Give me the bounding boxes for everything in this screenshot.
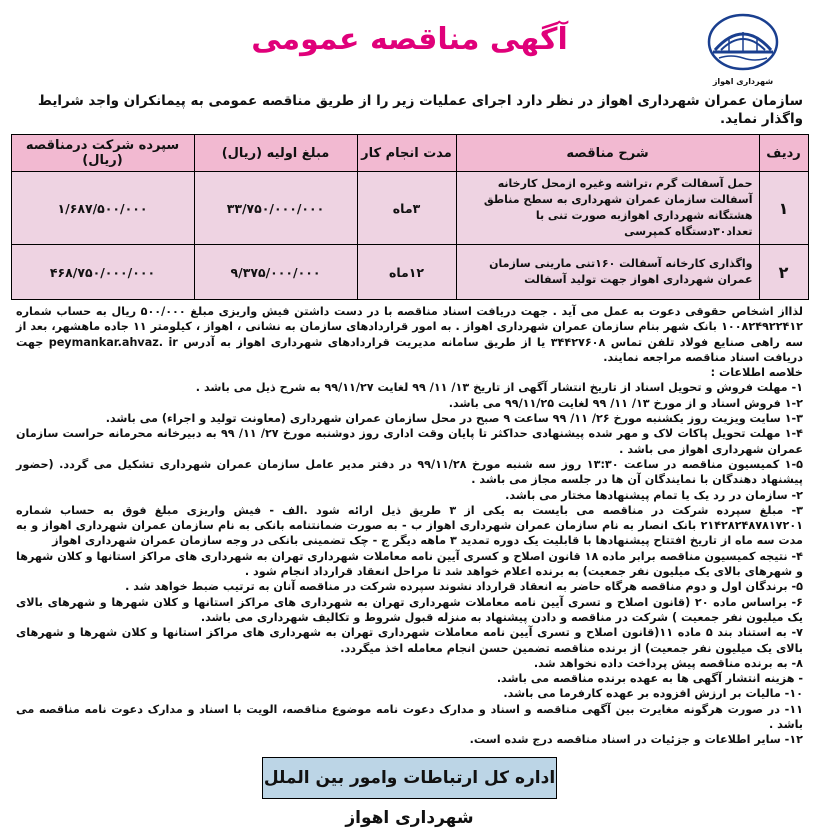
row-description: حمل آسفالت گرم ،تراشه وغیره ازمحل کارخانه آسفالت سازمان عمران شهرداری به سطح مناطق هشتگانه شهرداری اهوازبه صورت تنی با تعداد۳۰دستگاه کمپرسی <box>456 172 759 245</box>
tender-table <box>11 134 809 300</box>
table-row <box>11 245 808 300</box>
row-deposit: ۴۶۸/۷۵۰/۰۰۰/۰۰۰ <box>11 245 194 300</box>
col-header-deposit: سپرده شرکت درمناقصه (ریال) <box>11 135 194 172</box>
paragraph-item: ۱۱- در صورت هرگونه مغایرت بین آگهی مناقصه و اسناد و مدارک دعوت نامه موضوع مناقصه، الویت با اسناد و مدارک دعوت نامه مناقصه می باشد . <box>16 702 803 732</box>
footer-banner: اداره کل ارتباطات وامور بین الملل شهرداری اهواز <box>262 757 557 799</box>
row-index: ۱ <box>759 172 808 245</box>
row-description: واگذاری کارخانه آسفالت ۱۶۰تنی مارینی سازمان عمران شهرداری اهواز جهت تولید آسفالت <box>456 245 759 300</box>
paragraph-item: ۱-۲ فروش اسناد و از مورخ ۱۳/ ۱۱/ ۹۹ لغایت ۹۹/۱۱/۲۵ می باشد. <box>448 396 803 410</box>
col-header-index: ردیف <box>759 135 808 172</box>
notice-body <box>16 304 803 748</box>
paragraph-item: ۵- برندگان اول و دوم مناقصه هرگاه حاضر به انعقاد قرارداد نشوند سپرده شرکت در مناقصه آنان به ترتیب ضبط خواهد شد . <box>125 580 803 594</box>
col-header-description: شرح مناقصه <box>456 135 759 172</box>
paragraph-item: ۱-۴ مهلت تحویل پاکات لاک و مهر شده پیشنهادی حداکثر تا پایان وقت اداری روز دوشنبه مورخ ۲۷/ ۱۱/ ۹۹ به دبیرخانه محرمانه حراست سازمان عمران شهرداری اهواز می باشد . <box>16 427 804 456</box>
paragraph-item: ۱- مهلت فروش و تحویل اسناد از تاریخ انتشار آگهی از تاریخ ۱۳/ ۱۱/ ۹۹ لغایت ۹۹/۱۱/۲۷ به شرح ذیل می باشد . <box>195 381 803 395</box>
row-index: ۲ <box>759 245 808 300</box>
paragraph-item: ۶- براساس ماده ۲۰ (قانون اصلاح و تسری آیین نامه معاملات شهرداری تهران به شهرداری های مراکز استانها و کلان شهرها و شهرهای بالای یک میلیون نفر جمعیت ) شرکت در مناقصه و دادن پیشنهاد به منزله قبول شروط و تکالیف شهرداری می باشد. <box>16 595 803 624</box>
paragraph-item: ۳- مبلغ سپرده شرکت در مناقصه می بایست به یکی از ۳ طریق ذیل ارائه شود .الف - فیش واریزی مبلغ فوق به حساب شماره ۲۱۴۲۸۲۴۸۷۸۱۷۲۰۱ بانک انصار به نام سازمان عمران شهرداری اهواز ب - به صورت ضمانتنامه بانکی به نام سازمان عمران شهرداری اهواز و به مدت سه ماه از تاریخ افتتاح پیشنهادها با قابلیت یک دوره تمدید ۳ ماهه دیگر ج - چک تضمینی بانکی در وجه سازمان عمران شهرداری اهواز <box>16 503 803 548</box>
row-duration: ۳ماه <box>357 172 456 245</box>
logo-caption: شهرداری اهواز <box>712 77 774 86</box>
table-row <box>11 172 808 245</box>
paragraph-item: ۴- نتیجه کمیسیون مناقصه برابر ماده ۱۸ قانون اصلاح و کسری آیین نامه معاملات شهرداری تهران به شهرداری های مراکز استانها و کلان شهرها و شهرهای بالای یک میلیون نفر جمعیت) به برنده اعلام خواهد شد تا مراحل انعقاد قرارداد انجام شود . <box>16 549 803 579</box>
paragraph-invitation: لذااز اشخاص حقوقی دعوت به عمل می آید . جهت دریافت اسناد مناقصه با در دست داشتن فیش واریزی مبلغ ۵۰۰/۰۰۰ ریال به حساب شماره ۱۰۰۸۲۴۹۲۲۴۱۲ بانک شهر بنام سازمان عمران شهرداری اهواز . به امور قراردادهای سازمان به نشانی ، اهواز ، کیلومتر ۱۱ جاده ماهشهر، بعد از سه راهی صنایع فولاد تلفن تماس ۳۴۴۲۷۶۰۸ یا از طریق سامانه مدیریت قراردادهای شهرداری اهواز به آدرس peymankar.ahvaz. ir جهت دریافت اسناد مناقصه مراجعه نمایند. <box>16 305 804 364</box>
paragraph-item: ۱۲- سایر اطلاعات و جزئیات در اسناد مناقصه درج شده است. <box>469 733 803 747</box>
intro-text: سازمان عمران شهرداری اهواز در نظر دارد اجرای عملیات زیر را از طریق مناقصه عمومی به پیمانکران واجد شرایط واگذار نماید. <box>37 93 803 127</box>
paragraph-item: ۲- سازمان در رد یک یا تمام پیشنهادها مختار می باشد. <box>505 488 803 502</box>
paragraph-item: ۱-۵ کمیسیون مناقصه در ساعت ۱۳:۳۰ روز سه شنبه مورخ ۹۹/۱۱/۲۸ در دفتر مدیر عامل سازمان عمران شهرداری تشکیل می گردد. (حضور پیشنهاد دهندگان با نمایندگان آن ها در جلسه مجاز می باشد . <box>16 457 803 487</box>
col-header-duration: مدت انجام کار <box>357 135 456 172</box>
row-duration: ۱۲ماه <box>357 245 456 300</box>
row-amount: ۹/۳۷۵/۰۰۰/۰۰۰ <box>194 245 357 300</box>
paragraph-item: ۸- به برنده مناقصه پیش پرداخت داده نخواهد شد. <box>533 656 803 670</box>
paragraph-item: ۷- به استناد بند ۵ ماده ۱۱(قانون اصلاح و تسری آیین نامه معاملات شهرداری تهران به شهرداری های مراکز استانها و کلان شهرها و شهرهای بالای یک میلیون نفر جمعیت) از برنده مناقصه تضمین حسن انجام معامله اخذ میگردد. <box>16 626 803 655</box>
paragraph-item: ۱-۳ سایت ویزیت روز یکشنبه مورخ ۲۶/ ۱۱/ ۹۹ ساعت ۹ صبح در محل سازمان عمران شهرداری (معاونت تولید و اجراء) می باشد. <box>105 412 803 426</box>
paragraph-item: - هزینه انتشار آگهی ها به عهده برنده مناقصه می باشد. <box>496 672 803 686</box>
row-amount: ۳۳/۷۵۰/۰۰۰/۰۰۰ <box>194 172 357 245</box>
col-header-amount: مبلغ اولیه (ریال) <box>194 135 357 172</box>
header <box>10 8 809 90</box>
paragraph-item: ۱۰- مالیات بر ارزش افزوده بر عهده کارفرما می باشد. <box>503 687 803 701</box>
paragraph-summary-heading: خلاصه اطلاعات : <box>710 366 803 380</box>
table-header-row <box>11 135 808 172</box>
row-deposit: ۱/۶۸۷/۵۰۰/۰۰۰ <box>11 172 194 245</box>
notice-title: آگهی مناقصه عمومی <box>251 22 568 57</box>
